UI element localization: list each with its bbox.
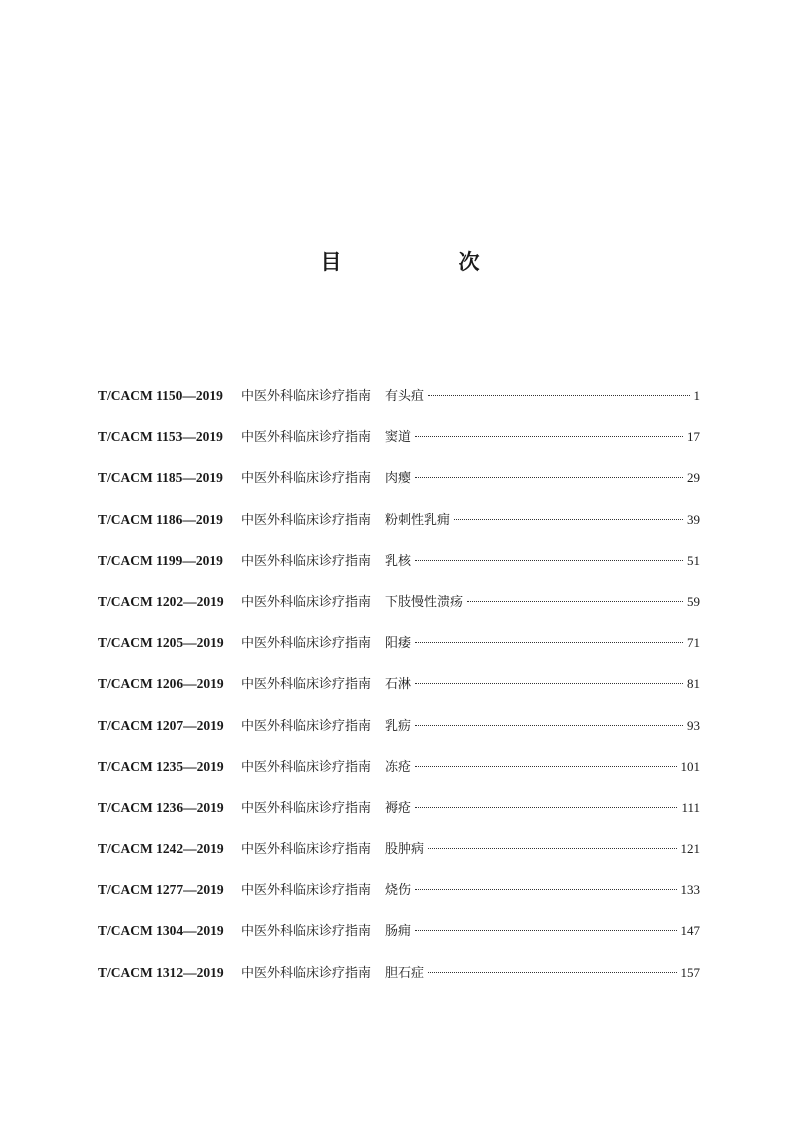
page-number: 51	[687, 552, 700, 568]
standard-code: T/CACM 1205—2019	[98, 635, 224, 651]
disease-name: 有头疽	[385, 389, 425, 404]
guide-name: 中医外科临床诊疗指南	[241, 677, 372, 693]
disease-name: 股肿病	[385, 842, 425, 858]
page-number: 81	[687, 676, 700, 692]
toc-entry[interactable]	[98, 590, 700, 631]
guide-name: 中医外科临床诊疗指南	[241, 471, 372, 487]
disease-name: 褥疮	[385, 800, 412, 816]
standard-code: T/CACM 1236—2019	[98, 799, 224, 815]
dot-leader	[415, 642, 683, 643]
guide-name: 中医外科临床诊疗指南	[241, 965, 372, 981]
guide-name: 中医外科临床诊疗指南	[241, 594, 372, 610]
page-number: 133	[680, 882, 700, 898]
dot-leader	[454, 519, 683, 520]
guide-name: 中医外科临床诊疗指南	[241, 636, 372, 652]
disease-name: 阳痿	[385, 636, 412, 652]
table-of-contents	[98, 384, 700, 1002]
standard-code: T/CACM 1186—2019	[98, 511, 223, 527]
dot-leader	[415, 436, 683, 437]
toc-entry[interactable]	[98, 466, 700, 507]
disease-name: 石淋	[385, 677, 412, 693]
dot-leader	[428, 972, 676, 973]
toc-entry[interactable]	[98, 549, 700, 590]
toc-entry[interactable]	[98, 508, 700, 549]
disease-name: 肉瘿	[385, 471, 412, 487]
dot-leader	[428, 848, 676, 849]
page-title: 目 次	[320, 250, 528, 274]
toc-entry[interactable]	[98, 714, 700, 755]
dot-leader	[428, 395, 689, 396]
toc-entry[interactable]	[98, 631, 700, 672]
standard-code: T/CACM 1207—2019	[98, 717, 224, 733]
disease-name: 粉刺性乳痈	[385, 512, 451, 528]
dot-leader	[415, 683, 683, 684]
guide-name: 中医外科临床诊疗指南	[241, 553, 372, 569]
dot-leader	[415, 766, 676, 767]
page-number: 111	[681, 799, 700, 815]
toc-entry[interactable]	[98, 384, 700, 425]
page-number: 93	[687, 717, 700, 733]
page-number: 101	[680, 758, 700, 774]
standard-code: T/CACM 1277—2019	[98, 882, 224, 898]
guide-name: 中医外科临床诊疗指南	[241, 430, 372, 446]
standard-code: T/CACM 1235—2019	[98, 758, 224, 774]
dot-leader	[467, 601, 683, 602]
toc-entry[interactable]	[98, 672, 700, 713]
disease-name: 下肢慢性溃疡	[385, 594, 464, 610]
disease-name: 乳核	[385, 553, 412, 569]
standard-code: T/CACM 1202—2019	[98, 593, 224, 609]
page-number: 157	[680, 964, 700, 980]
page-number: 39	[687, 511, 700, 527]
disease-name: 乳疬	[385, 718, 412, 734]
guide-name: 中医外科临床诊疗指南	[241, 759, 372, 775]
dot-leader	[415, 725, 683, 726]
page-number: 29	[687, 470, 700, 486]
page-number: 121	[680, 841, 700, 857]
guide-name: 中医外科临床诊疗指南	[241, 389, 372, 404]
standard-code: T/CACM 1242—2019	[98, 841, 224, 857]
page-number: 59	[687, 593, 700, 609]
standard-code: T/CACM 1206—2019	[98, 676, 224, 692]
toc-entry[interactable]	[98, 796, 700, 837]
toc-entry[interactable]	[98, 425, 700, 466]
page-number: 147	[680, 923, 700, 939]
dot-leader	[415, 889, 676, 890]
guide-name: 中医外科临床诊疗指南	[241, 842, 372, 858]
toc-entry[interactable]	[98, 755, 700, 796]
guide-name: 中医外科临床诊疗指南	[241, 924, 372, 940]
page-number: 17	[687, 429, 700, 445]
disease-name: 胆石症	[385, 965, 425, 981]
dot-leader	[415, 477, 683, 478]
guide-name: 中医外科临床诊疗指南	[241, 800, 372, 816]
disease-name: 肠痈	[385, 924, 412, 940]
disease-name: 窦道	[385, 430, 412, 446]
toc-entry[interactable]	[98, 837, 700, 878]
page-number: 1	[693, 388, 700, 403]
standard-code: T/CACM 1150—2019	[98, 388, 223, 403]
standard-code: T/CACM 1199—2019	[98, 552, 223, 568]
disease-name: 烧伤	[385, 883, 412, 899]
toc-entry[interactable]	[98, 919, 700, 960]
toc-entry[interactable]	[98, 961, 700, 1002]
standard-code: T/CACM 1153—2019	[98, 429, 223, 445]
toc-entry[interactable]	[98, 878, 700, 919]
dot-leader	[415, 560, 683, 561]
standard-code: T/CACM 1304—2019	[98, 923, 224, 939]
guide-name: 中医外科临床诊疗指南	[241, 883, 372, 899]
guide-name: 中医外科临床诊疗指南	[241, 718, 372, 734]
dot-leader	[415, 930, 676, 931]
page-number: 71	[687, 635, 700, 651]
guide-name: 中医外科临床诊疗指南	[241, 512, 372, 528]
standard-code: T/CACM 1312—2019	[98, 964, 224, 980]
standard-code: T/CACM 1185—2019	[98, 470, 223, 486]
dot-leader	[415, 807, 677, 808]
disease-name: 冻疮	[385, 759, 412, 775]
